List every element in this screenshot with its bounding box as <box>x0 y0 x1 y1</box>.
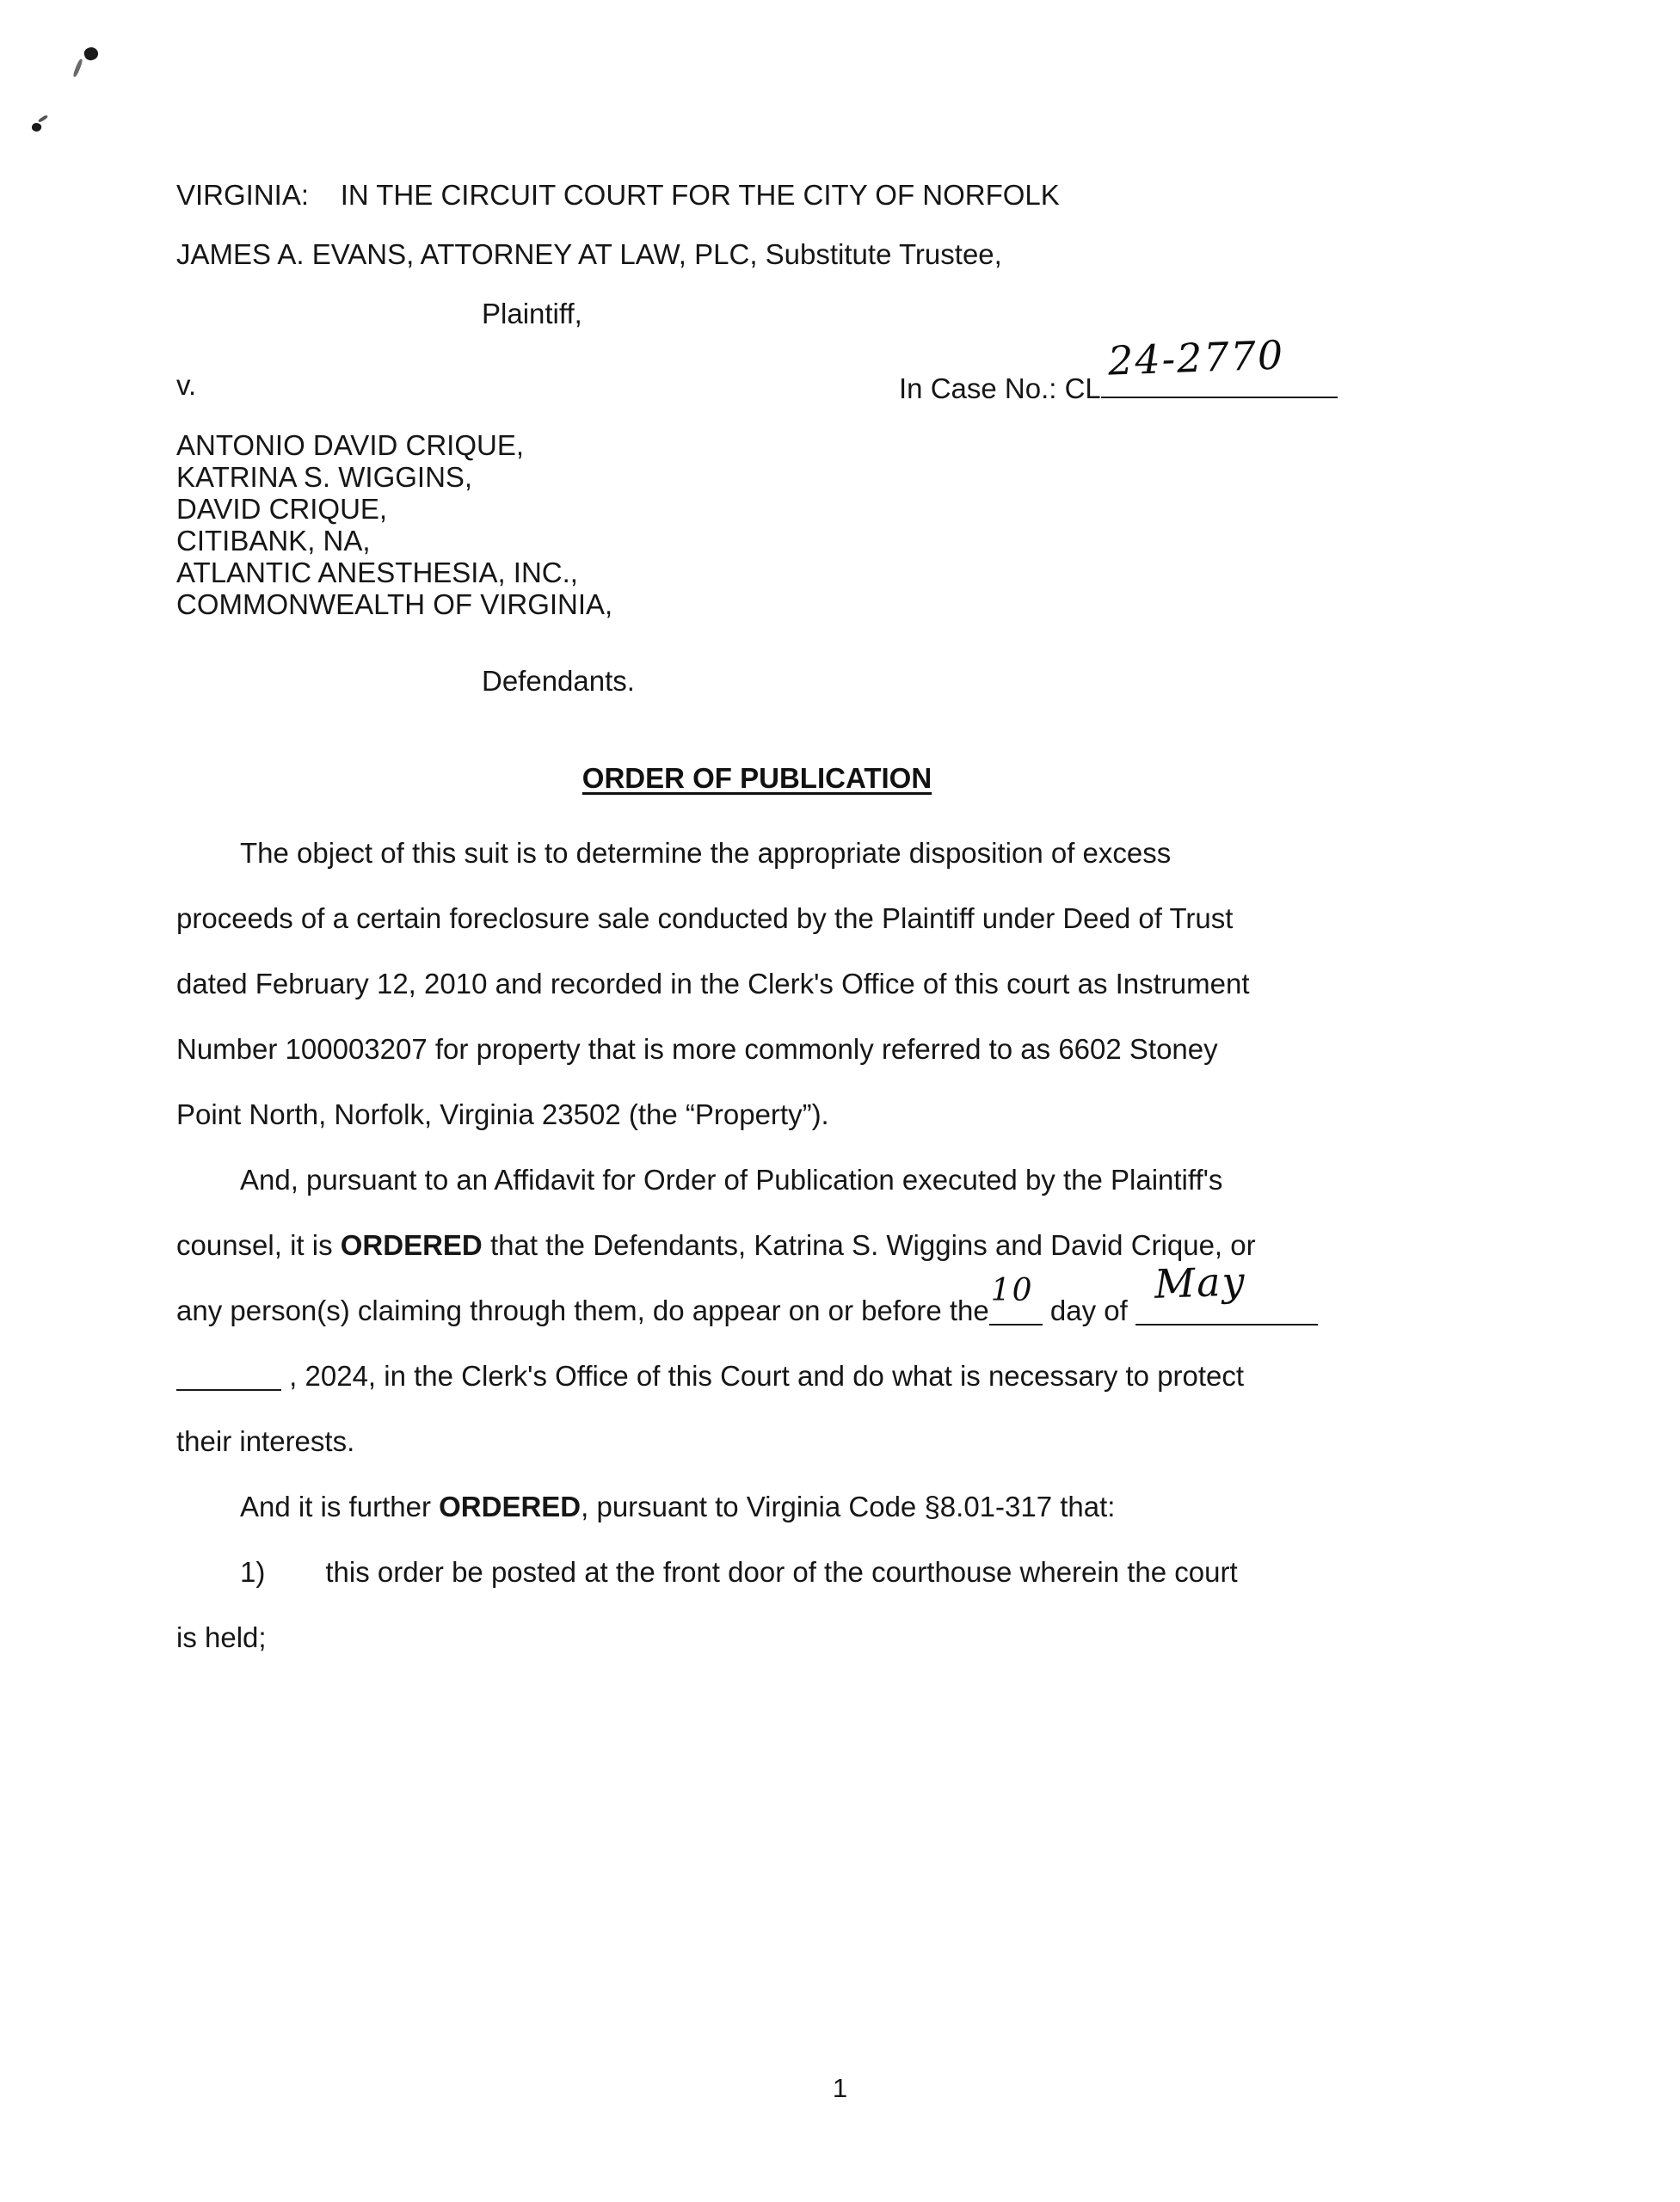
defendant-item: KATRINA S. WIGGINS, <box>176 461 473 493</box>
defendants-label: Defendants. <box>482 665 635 697</box>
numbered-item-line: is held; <box>176 1621 267 1653</box>
numbered-item-line <box>176 1540 1484 1605</box>
paragraph-line: Number 100003207 for property that is more commonly referred to as 6602 Stoney <box>176 1033 1218 1065</box>
month-blank-line[interactable] <box>1135 1258 1318 1326</box>
scan-artifact-speck-icon <box>38 114 48 123</box>
defendant-item: ANTONIO DAVID CRIQUE, <box>176 429 524 461</box>
item-marker: 1) <box>240 1556 266 1588</box>
paragraph-text: , pursuant to Virginia Code §8.01-317 that: <box>581 1491 1116 1522</box>
ordered-emphasis: ORDERED <box>340 1229 483 1261</box>
year-blank-line[interactable] <box>176 1360 281 1391</box>
numbered-item-1 <box>176 1540 1484 1670</box>
item-text: this order be posted at the front door of the courthouse wherein the court <box>325 1556 1238 1588</box>
paragraph-text: And it is further <box>240 1491 440 1522</box>
page-title: ORDER OF PUBLICATION <box>582 762 932 794</box>
case-number-label: In Case No.: CL <box>899 372 1101 404</box>
defendant-item: CITIBANK, NA, <box>176 525 371 557</box>
case-number-handwriting: 24-2770 <box>1106 331 1285 384</box>
case-number-blank-line[interactable] <box>1101 331 1338 398</box>
day-blank-line[interactable] <box>989 1273 1043 1326</box>
plaintiff-name: JAMES A. EVANS, ATTORNEY AT LAW, PLC, Substitute Trustee, <box>176 238 1002 270</box>
month-handwriting: May <box>1154 1258 1247 1307</box>
scan-artifact-speck-icon <box>83 46 100 63</box>
paragraph-line: The object of this suit is to determine the appropriate disposition of excess <box>240 837 1172 869</box>
day-handwriting: 10 <box>990 1273 1034 1308</box>
scan-artifact-speck-icon <box>31 122 42 133</box>
versus-label: v. <box>176 369 197 401</box>
paragraph-line <box>176 1213 1484 1278</box>
paragraph-line: And, pursuant to an Affidavit for Order of Publication executed by the Plaintiff's <box>240 1164 1223 1196</box>
defendant-item: COMMONWEALTH OF VIRGINIA, <box>176 588 613 620</box>
scan-artifact-streak-icon <box>72 58 83 77</box>
paragraph-line: proceeds of a certain foreclosure sale conducted by the Plaintiff under Deed of Trust <box>176 902 1234 934</box>
ordered-emphasis: ORDERED <box>439 1491 582 1522</box>
paragraph-line: Point North, Norfolk, Virginia 23502 (the “Property”). <box>176 1098 829 1130</box>
paragraph-text: any person(s) claiming through them, do appear on or before the <box>176 1295 989 1326</box>
paragraph-ordered-appearance <box>176 1147 1484 1474</box>
paragraph-text: that the Defendants, Katrina S. Wiggins and David Crique, or <box>482 1229 1256 1261</box>
paragraph-object-of-suit <box>176 821 1484 1147</box>
paragraph-line-with-year-blank <box>176 1344 1484 1409</box>
paragraph-line <box>176 1474 1484 1540</box>
paragraph-line: their interests. <box>176 1425 355 1457</box>
defendant-item: DAVID CRIQUE, <box>176 493 388 525</box>
paragraph-text: day of <box>1042 1295 1135 1326</box>
defendant-item: ATLANTIC ANESTHESIA, INC., <box>176 557 578 588</box>
paragraph-text: counsel, it is <box>176 1229 341 1261</box>
court-heading: VIRGINIA: IN THE CIRCUIT COURT FOR THE CITY OF NORFOLK <box>176 179 1060 211</box>
case-number-field <box>899 331 1338 404</box>
paragraph-further-ordered <box>176 1474 1484 1540</box>
paragraph-text: , 2024, in the Clerk's Office of this Court and do what is necessary to protect <box>281 1360 1245 1392</box>
defendants-list <box>176 431 1484 618</box>
paragraph-line: dated February 12, 2010 and recorded in the Clerk's Office of this court as Instrument <box>176 968 1250 1000</box>
page-number: 1 <box>832 2073 848 2103</box>
case-number-row <box>176 331 1484 410</box>
document-body <box>176 0 1484 1670</box>
plaintiff-label: Plaintiff, <box>482 298 582 329</box>
paragraph-line-with-date-blanks <box>176 1258 1484 1344</box>
